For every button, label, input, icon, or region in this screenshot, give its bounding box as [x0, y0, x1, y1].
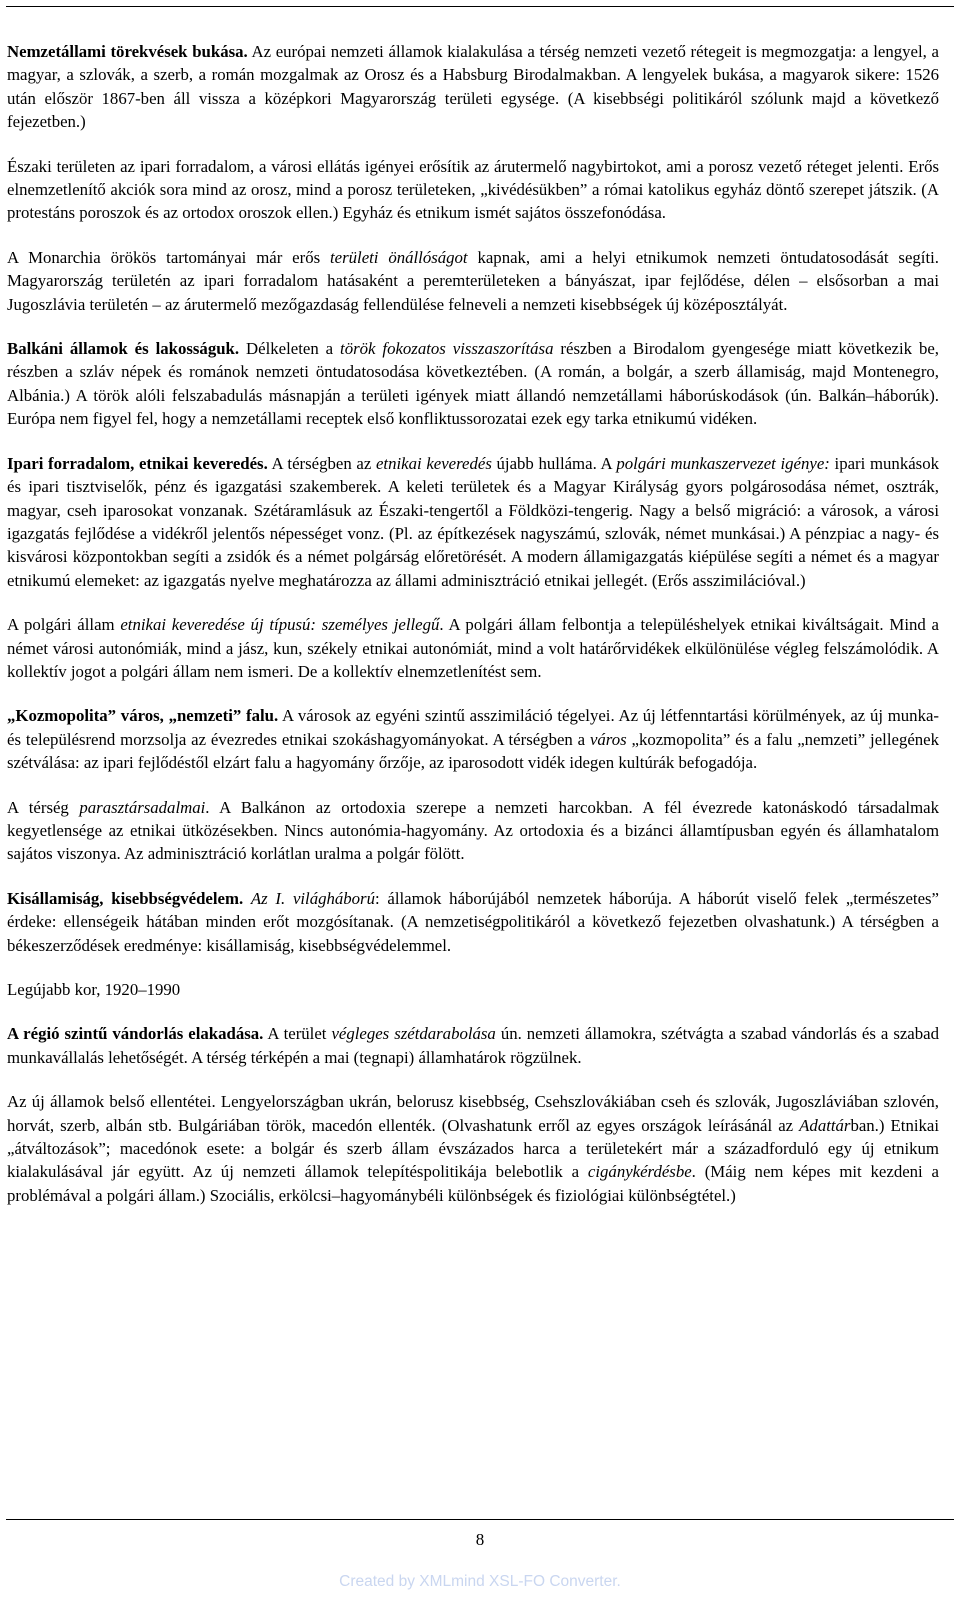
emphasis: parasztársadalmai: [79, 797, 206, 817]
paragraph-polgari-allam: A polgári állam etnikai keveredése új típusú: személyes jellegű. A polgári állam felbontja a településhelyek etnikai kiváltságait. Mind a német városi autonómiák, mind a jász, kun, székely etnikai autonómiát, mind a volt határőrvidékek elkülönülése végleg felszámolódik. A kollektív jogot a polgári állam nem ismeri. De a kollektív elnemzetlenítést sem.: [7, 615, 939, 681]
paragraph-monarchia: A Monarchia örökös tartományai már erős területi önállóságot kapnak, ami a helyi etnikumok nemzeti öntudatosodását segíti. Magyarország területén az ipari forradalom hatásaként a peremterületeken a bányászat, ipar fejlődése, délen – elsősorban a mai Jugoszlávia területén – az árutermelő mezőgazdaság fellendülése felneveli a nemzeti kisebbségek új középosztályát.: [7, 247, 939, 314]
bottom-rule: [6, 1519, 954, 1520]
paragraph-kozmopolita-varos: „Kozmopolita” város, „nemzeti” falu. A városok az egyéni szintű asszimiláció tégelyei. Az új létfenntartási körülmények, az új munka- és településrend morzsolja az évezredes etnikai szokáshagyományokat. A térségben a város „kozmopolita” és a falu „nemzeti” jellegének szétválása: az ipari fejlődéstől elzárt falu a hagyomány őrzője, az iparosodott vidék idegen kultúrák befogadója.: [7, 706, 940, 773]
section-heading-legujabb-kor: Legújabb kor, 1920–1990: [7, 980, 181, 999]
page-number: 8: [475, 1530, 485, 1549]
paragraph-nemzetallami: Nemzetállami törekvések bukása. Az európai nemzeti államok kialakulása a térség nemzeti vezető rétegeit is megmozgatja: a lengyel, a magyar, a szlovák, a szerb, a román mozgalmak az Orosz és a Habsburg Birodalmakban. A lengyelek bukása, a magyarok sikere: 1526 után először 1867-ben áll vissza a középkori Magyarország területi egysége. (A kisebbségi politikáról szólunk majd a következő fejezetben.): [7, 42, 939, 132]
paragraph-heading: Nemzetállami törekvések bukása.: [7, 42, 248, 61]
emphasis: területi önállóságot: [330, 247, 468, 267]
converter-watermark: Created by XMLmind XSL-FO Converter.: [339, 1573, 621, 1590]
paragraph-heading: Kisállamiság, kisebbségvédelem.: [7, 888, 244, 908]
emphasis: város: [589, 729, 627, 749]
paragraph-heading: Balkáni államok és lakosságuk.: [7, 339, 240, 359]
paragraph-balkani-allamok: Balkáni államok és lakosságuk. Délkeleten a török fokozatos visszaszorítása részben a Birodalom gyengesége miatt következik be, részben a szláv népek és románok nemzeti öntudatosodása következtében. (A román, a bolgár, a szerb államiság, majd Montenegro, Albánia.) A török alóli felszabadulás másnapján a területi igények miatt állandó nemzetállami háborúskodások (ún. Balkán–háborúk). Európa nem figyel fel, hogy a nemzetállami receptek első konfliktussorozatai ezek egy tarka etnikumú vidéken.: [7, 339, 939, 429]
emphasis: végleges szétdarabolása: [331, 1024, 496, 1044]
emphasis: török fokozatos visszaszorítása: [340, 339, 554, 359]
emphasis: cigánykérdésbe: [587, 1162, 692, 1182]
paragraph-kisallamisag: Kisállamiság, kisebbségvédelem. Az I. világháború: államok háborújából nemzetek háborúja. A háborút viselő felek „természetes” érdeke: ellenségeik hátában minden erőt mozgósítanak. (A nemzetiségpolitikáról a következő fejezetben olvashatunk.) A térségben a békeszerződések eredménye: kisállamiság, kisebbségvédelemmel.: [7, 888, 939, 955]
emphasis: Adattár: [799, 1115, 851, 1135]
paragraph-vandorlas-elakadasa: A régió szintű vándorlás elakadása. A terület végleges szétdarabolása ún. nemzeti államokra, szétvágta a szabad vándorlás és a szabad munkavállalás lehetőségét. A térség térképén a mai (tegnapi) államhatárok rögzülnek.: [7, 1024, 939, 1067]
emphasis: polgári munkaszervezet igénye:: [616, 453, 830, 473]
emphasis: etnikai keveredés: [375, 453, 492, 473]
top-rule: [6, 6, 954, 7]
emphasis: Az I. világháború: [250, 888, 375, 908]
paragraph-heading: Ipari forradalom, etnikai keveredés.: [7, 453, 268, 473]
paragraph-eszaki-teruleten: Északi területen az ipari forradalom, a városi ellátás igényei erősítik az árutermelő nagybirtokot, ami a porosz vezető réteget jelenti. Erős elnemzetlenítő akciók sora mind az orosz, mind a porosz területeken, „kivédésükben” a római katolikus egyház döntő szerepet játszik. (A protestáns poroszok és az ortodox oroszok ellen.) Egyház és etnikum ismét sajátos összefonódása.: [7, 156, 939, 223]
paragraph-heading: „Kozmopolita” város, „nemzeti” falu.: [7, 706, 279, 726]
paragraph-parasztarsadalmai: A térség parasztársadalmai. A Balkánon az ortodoxia szerepe a nemzeti harcokban. A fél évezrede katonáskodó társadalmak kegyetlensége az etnikai ütközésekben. Nincs autonómia-hagyomány. Az ortodoxia és a bizánci államtípusban egyén és államhatalom sajátos viszonya. Az adminisztráció korlátlan uralma a polgár fölött.: [7, 797, 939, 864]
document-body: [7, 40, 939, 1228]
emphasis: etnikai keveredése új típusú: személyes jellegű: [120, 615, 440, 635]
paragraph-heading: A régió szintű vándorlás elakadása.: [7, 1024, 264, 1044]
paragraph-uj-allamok: Az új államok belső ellentétei. Lengyelországban ukrán, belorusz kisebbség, Csehszlovákiában cseh és szlovák, Jugoszláviában szlovén, horvát, szerb, albán stb. Bulgáriában török, macedón ellenték. (Olvashatunk erről az egyes országok leírásánál az Adattárban.) Etnikai „átváltozások”; macedónok esete: a bolgár és szerb állam évszázados harca a területekért már a századforduló egy új etnikum kialakulásával jár együtt. Az új nemzeti államok telepítéspolitikája belebotlik a cigánykérdésbe. (Máig nem képes mit kezdeni a problémával a polgári állam.) Szociális, erkölcsi–hagyománybéli különbségek és fiziológiai különbségtétel.): [7, 1092, 940, 1205]
paragraph-ipari-forradalom: Ipari forradalom, etnikai keveredés. A térségben az etnikai keveredés újabb hulláma. A polgári munkaszervezet igénye: ipari munkások és ipari tisztviselők, pénz és igazgatási szakemberek. A keleti területek és a Magyar Királyság gyors polgárosodása német, osztrák, magyar, cseh iparosokat vonzanak. Szétáramlásuk az Északi-tengertől a Földközi-tengerig. Nagy a belső migráció: a városok, a városi igazgatás fejlődése a vidékről jelentős népességet vonz. (Pl. az építkezések nagyszámú, szlovák, német munkásai.) A pénzpiac a nagy- és kisvárosi központokban segíti a zsidók és a német polgárság előretörését. A modern államigazgatás kiépülése segíti a német és a magyar etnikumú elemeket: az igazgatás nyelve meghatározza az állami adminisztráció etnikai jellegét. (Erős asszimilációval.): [7, 453, 939, 590]
